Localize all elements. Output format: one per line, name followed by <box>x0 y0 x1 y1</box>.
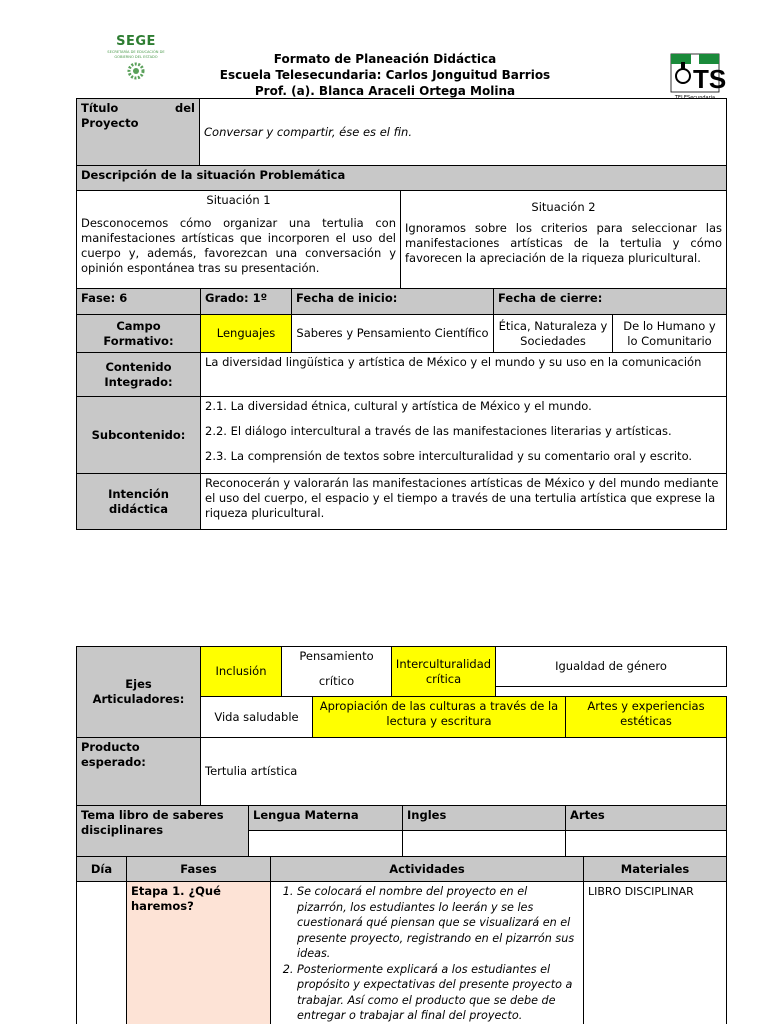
fecha-cierre-cell: Fecha de cierre: <box>493 288 727 315</box>
actividades-list <box>275 884 579 1024</box>
eje-apropiacion: Apropiación de las culturas a través de la lectura y escritura <box>312 696 566 738</box>
etapa-cell: Etapa 1. ¿Qué haremos? <box>126 881 271 1024</box>
intencion-value-cell: Reconocerán y valorarán las manifestaciones artísticas de México y del mundo mediante el uso del cuerpo, el espacio y el tiempo a través de una tertulia artística que exprese la riqueza pluricultural. <box>200 473 727 530</box>
titulo-label-2: Proyecto <box>81 116 139 130</box>
titulo-label: Título del <box>81 101 195 115</box>
campo-etica: Ética, Naturaleza y Sociedades <box>493 314 613 353</box>
producto-value-cell: Tertulia artística <box>200 737 727 806</box>
sege-logo <box>100 34 172 84</box>
lengua-materna-value <box>248 830 403 857</box>
situacion-1-title: Situación 1 <box>206 193 271 207</box>
ts-logo-icon <box>671 54 727 94</box>
intencion-label-cell: Intención didáctica <box>76 473 201 530</box>
subcontenido-item: 2.1. La diversidad étnica, cultural y artística de México y el mundo. <box>205 399 592 413</box>
fase-cell: Fase: 6 <box>76 288 201 315</box>
col-fases: Fases <box>126 856 271 882</box>
subcontenido-label-cell: Subcontenido: <box>76 396 201 474</box>
titulo-label-cell <box>76 98 200 166</box>
sege-emblem-icon <box>126 61 146 81</box>
dia-cell <box>76 881 127 1024</box>
campo-humano: De lo Humano y lo Comunitario <box>612 314 727 353</box>
header-school: Escuela Telesecundaria: Carlos Jonguitud Barrios <box>219 68 551 82</box>
contenido-value-cell: La diversidad lingüística y artística de México y el mundo y su uso en la comunicación <box>200 352 727 397</box>
descripcion-label: Descripción de la situación Problemática <box>76 165 727 191</box>
eje-inclusion: Inclusión <box>200 646 282 697</box>
eje-interculturalidad: Interculturalidad crítica <box>391 646 496 697</box>
eje-igualdad: Igualdad de género <box>495 646 727 687</box>
tema-label-cell: Tema libro de saberes disciplinares <box>76 805 249 857</box>
ingles-value <box>402 830 566 857</box>
actividades-cell <box>270 881 584 1024</box>
subcontenido-item: 2.3. La comprensión de textos sobre interculturalidad y su comentario oral y escrito. <box>205 449 693 463</box>
eje-artes: Artes y experiencias estéticas <box>565 696 727 738</box>
materiales-cell: LIBRO DISCIPLINAR <box>583 881 727 1024</box>
col-dia: Día <box>76 856 127 882</box>
header-teacher: Prof. (a). Blanca Araceli Ortega Molina <box>254 84 516 98</box>
eje-pensamiento-b: crítico <box>318 674 355 688</box>
col-artes: Artes <box>565 805 727 831</box>
campo-lenguajes: Lenguajes <box>200 314 292 353</box>
situacion-2-title: Situación 2 <box>531 200 596 214</box>
artes-value <box>565 830 727 857</box>
sege-logo-subtext: SECRETARÍA DE EDUCACIÓN DE GOBIERNO DEL ESTADO <box>107 50 165 59</box>
col-actividades: Actividades <box>270 856 584 882</box>
actividad-item: 2. Posteriormente explicará a los estudiantes el propósito y expectativas del presente proyecto a trabajar. Así como el producto que se debe de entregar o trabajar al final del proyecto. <box>297 962 579 1024</box>
telesecundaria-logo <box>671 54 727 101</box>
situacion-1-text: Desconocemos cómo organizar una tertulia con manifestaciones artísticas que incorporen el uso del cuerpo y, además, favorezcan una conversación y opinión espontánea tras su presentación. <box>81 216 396 275</box>
fecha-inicio-cell: Fecha de inicio: <box>291 288 494 315</box>
ts-logo-subtext: TELESecundaria <box>674 95 716 101</box>
grado-cell: Grado: 1º <box>200 288 292 315</box>
situacion-2-text: Ignoramos sobre los criterios para seleccionar las manifestaciones artísticas de la tertulia y cómo favorecen la apreciación de la riqueza pluricultural. <box>405 221 722 265</box>
col-materiales: Materiales <box>583 856 727 882</box>
header-title: Formato de Planeación Didáctica <box>273 52 497 66</box>
subcontenido-value-cell <box>200 396 727 474</box>
situacion-1-cell <box>76 190 401 289</box>
project-title: Conversar y compartir, ése es el fin. <box>204 124 412 139</box>
document-header <box>170 51 600 99</box>
ts-logo-letters: TS <box>693 64 727 94</box>
situacion-2-cell <box>400 190 727 289</box>
producto-label-cell: Producto esperado: <box>76 737 201 806</box>
actividad-item: 1. Se colocará el nombre del proyecto en el pizarrón, los estudiantes lo leerán y se les cuestionará qué piensan que se visualizará en el presente proyecto, registrando en el pizarrón sus ideas. <box>297 884 579 962</box>
campo-saberes: Saberes y Pensamiento Científico <box>291 314 494 353</box>
contenido-label-cell: Contenido Integrado: <box>76 352 201 397</box>
eje-pensamiento-a: Pensamiento <box>299 649 374 663</box>
eje-vida: Vida saludable <box>200 696 313 738</box>
ejes-label-cell: Ejes Articuladores: <box>76 646 201 738</box>
sege-logo-text: SEGE <box>116 34 156 49</box>
eje-pensamiento <box>281 646 392 697</box>
campo-label-cell: Campo Formativo: <box>76 314 201 353</box>
col-ingles: Ingles <box>402 805 566 831</box>
col-lengua-materna: Lengua Materna <box>248 805 403 831</box>
titulo-value-cell <box>199 98 727 166</box>
subcontenido-item: 2.2. El diálogo intercultural a través de las manifestaciones literarias y artísticas. <box>205 424 672 438</box>
